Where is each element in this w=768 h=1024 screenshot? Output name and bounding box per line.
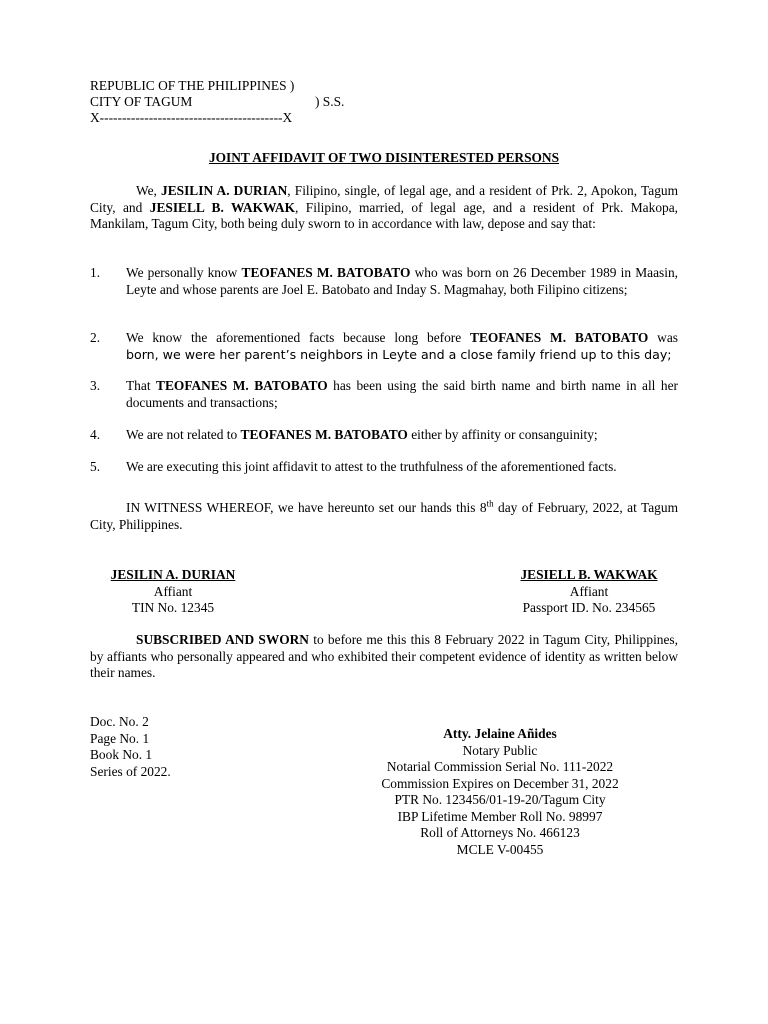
affiant-name: JESIELL B. WAKWAK <box>520 567 658 582</box>
doc-info <box>90 714 171 780</box>
affiant-block-left <box>90 567 256 617</box>
witness-paragraph <box>90 500 678 533</box>
notary-block <box>340 726 660 858</box>
list-number: 3. <box>90 378 101 393</box>
list-item <box>90 330 678 363</box>
jurat-text: to before me this this 8 February 2022 in Tagum City, Philippines, by affiants who personally appeared and who exhibited their competent evidence of identity as written below their names. <box>90 632 678 680</box>
affiant-id: Passport ID. No. 234565 <box>522 600 656 615</box>
document-title: JOINT AFFIDAVIT OF TWO DISINTERESTED PERSONS <box>208 150 560 165</box>
list-number: 4. <box>90 427 101 442</box>
affiant-block-right <box>500 567 678 617</box>
affiant-name: JESILIN A. DURIAN <box>110 567 236 582</box>
notary-name: Atty. Jelaine Añides <box>443 726 557 741</box>
item-text: either by affinity or consanguinity; <box>407 427 598 442</box>
item-text: That <box>126 378 157 393</box>
caption-separator: X-----------------------------------------X <box>90 110 293 125</box>
subject-name: TEOFANES M. BATOBATO <box>470 330 649 345</box>
affiant-name-2: JESIELL B. WAKWAK <box>149 199 295 215</box>
list-number: 1. <box>90 265 101 280</box>
subject-name: TEOFANES M. BATOBATO <box>156 378 328 393</box>
list-item <box>90 459 678 476</box>
item-text: We are not related to <box>126 427 241 442</box>
notary-line: PTR No. 123456/01-19-20/Tagum City <box>394 792 606 807</box>
caption-city: CITY OF TAGUM <box>90 94 193 109</box>
notary-line: IBP Lifetime Member Roll No. 98997 <box>397 808 603 824</box>
list-item-text <box>126 378 678 411</box>
affiant-role: Affiant <box>569 583 609 599</box>
ordinal-suffix: th <box>486 498 494 509</box>
series-year: Series of 2022. <box>90 763 171 779</box>
subject-name: TEOFANES M. BATOBATO <box>241 265 411 280</box>
intro-text-2: , Filipino, single, of legal age, and a resident of Prk. 2, Apokon, Tagum City, and <box>90 183 678 215</box>
affiant-name-1: JESILIN A. DURIAN <box>161 183 288 198</box>
list-item-text <box>126 459 678 476</box>
item-text: We are executing this joint affidavit to attest to the truthfulness of the aforementioned facts. <box>126 459 617 474</box>
witness-text: day of February, 2022, at Tagum City, Philippines. <box>90 500 678 532</box>
list-item-text-continued: born, we were her parent’s neighbors in Leyte and a close family friend up to this day; <box>126 346 672 362</box>
notary-line: Notary Public <box>462 742 538 758</box>
list-number: 5. <box>90 459 101 474</box>
list-item-text <box>126 330 678 347</box>
subject-name: TEOFANES M. BATOBATO <box>240 427 408 442</box>
item-text: was <box>648 330 678 345</box>
doc-number: Doc. No. 2 <box>90 714 149 729</box>
list-number: 2. <box>90 330 101 345</box>
item-text: We personally know <box>126 265 242 280</box>
item-text: We know the aforementioned facts because long before <box>126 330 471 345</box>
affiant-id: TIN No. 12345 <box>131 600 215 615</box>
notary-line: Roll of Attorneys No. 466123 <box>420 825 580 840</box>
item-text: who was born on 26 December 1989 in Maasin, Leyte and whose parents are Joel E. Batobato and Inday S. Magmahay, both Filipino citizens; <box>126 265 678 297</box>
intro-paragraph <box>90 183 678 233</box>
jurat-paragraph <box>90 632 678 682</box>
notary-line: Notarial Commission Serial No. 111-2022 <box>386 759 614 774</box>
affiant-role: Affiant <box>153 583 193 599</box>
notary-line: MCLE V-00455 <box>456 841 544 857</box>
jurat-heading: SUBSCRIBED AND SWORN <box>136 632 309 647</box>
list-item-text <box>126 427 678 444</box>
witness-text: IN WITNESS WHEREOF, we have hereunto set our hands this 8 <box>126 500 487 515</box>
page-number: Page No. 1 <box>90 730 150 746</box>
notary-line: Commission Expires on December 31, 2022 <box>381 775 619 791</box>
list-item <box>90 265 678 298</box>
intro-text-3: , Filipino, married, of legal age, and a resident of Prk. Makopa, Mankilam, Tagum City, both being duly sworn to in accordance with law, depose and say that: <box>90 199 678 231</box>
item-text: has been using the said birth name and birth name in all her documents and transactions; <box>126 378 678 410</box>
list-item <box>90 427 678 444</box>
list-item-text <box>126 265 678 298</box>
caption-republic: REPUBLIC OF THE PHILIPPINES ) <box>90 78 295 93</box>
list-item <box>90 378 678 411</box>
intro-text-1: We, <box>136 183 162 198</box>
book-number: Book No. 1 <box>90 747 153 762</box>
caption-ss: ) S.S. <box>315 94 345 109</box>
